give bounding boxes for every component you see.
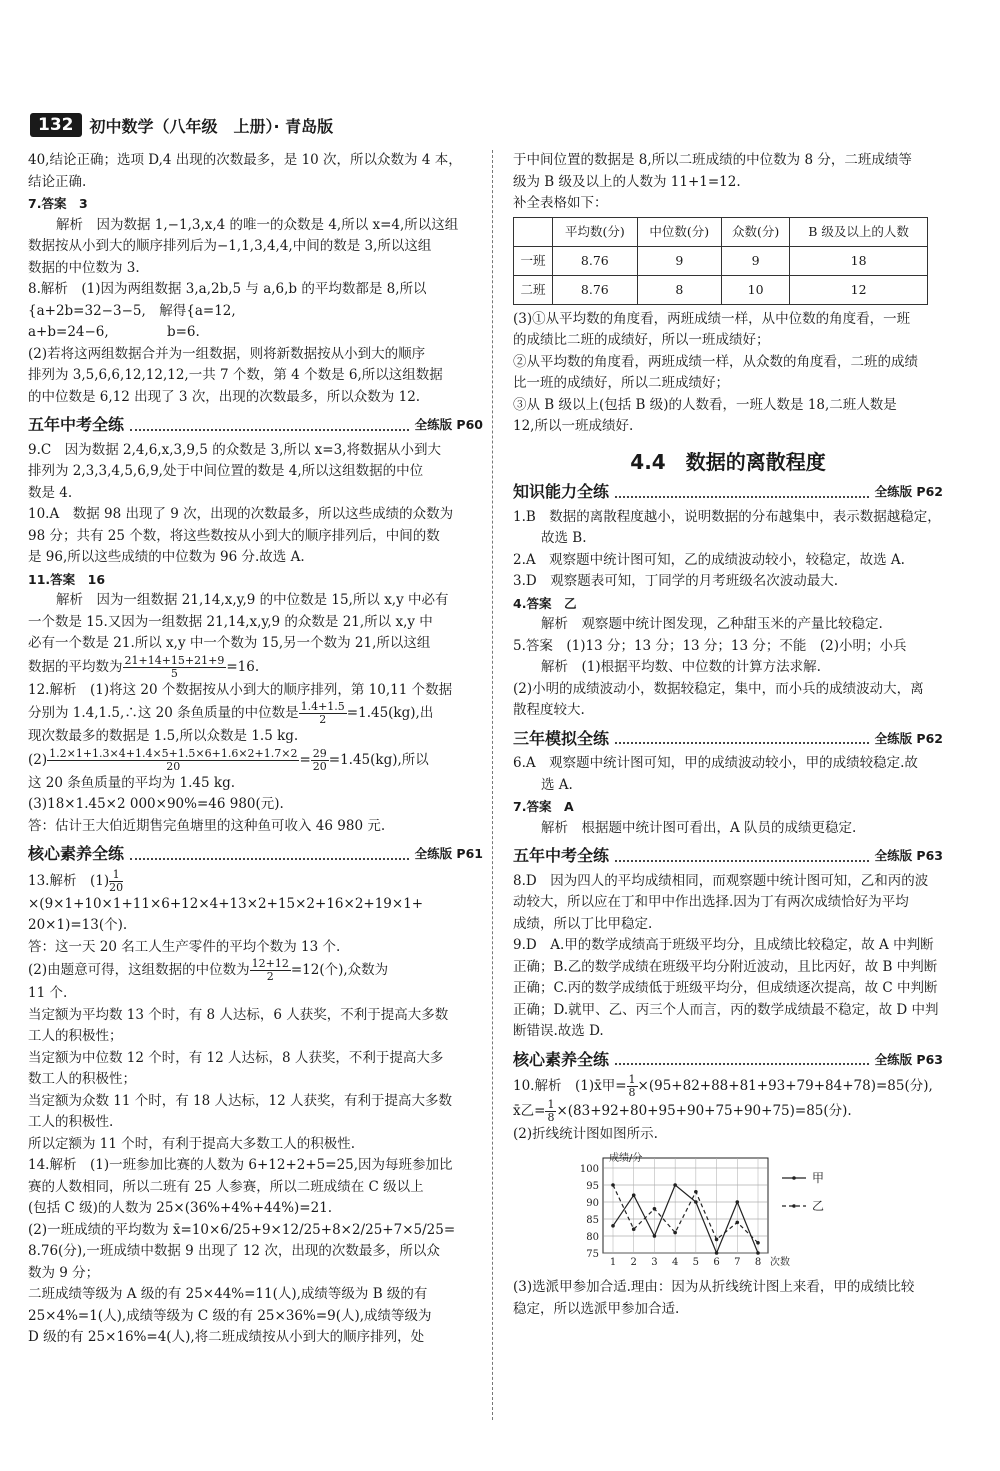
table-cell: 9 bbox=[722, 246, 790, 275]
text-line: 排列为 2,3,3,4,5,6,9,处于中间位置的数是 4,所以这组数据的中位 bbox=[28, 463, 424, 479]
data-point bbox=[632, 1227, 636, 1231]
text-line: 正确；B.乙的数学成绩在班级平均分附近波动，且比丙好，故 B 中判断 bbox=[513, 958, 938, 975]
text-line bbox=[28, 958, 483, 983]
x-tick-label: 5 bbox=[692, 1256, 700, 1268]
text-line: 的成绩比二班的成绩好，所以一班成绩好； bbox=[513, 332, 770, 348]
x-axis-label: 次数 bbox=[770, 1256, 790, 1268]
chapter-title: 4.4 数据的离散程度 bbox=[630, 449, 826, 474]
text-line: 9.C 因为数据 2,4,6,x,3,9,5 的众数是 3,所以 x=3,将数据从小到大 bbox=[28, 441, 441, 458]
text-line: 当定额为平均数 13 个时，有 8 人达标，6 人获奖，不利于提高大多数 bbox=[28, 1006, 449, 1023]
legend-marker bbox=[792, 1204, 796, 1208]
data-point bbox=[756, 1251, 760, 1255]
text-line: 选 A. bbox=[541, 776, 573, 793]
text-line: 稳定，所以选派甲参加合适. bbox=[513, 1300, 680, 1317]
fraction bbox=[627, 1074, 638, 1099]
text-line: 散程度较大. bbox=[513, 702, 585, 718]
text-line: 解析 根据题中统计图可看出，A 队员的成绩更稳定. bbox=[541, 819, 857, 836]
text-line: 解析 因为一组数据 21,14,x,y,9 的中位数是 15,所以 x,y 中必有 bbox=[56, 592, 449, 608]
table-header-cell bbox=[514, 217, 553, 246]
text-segment: =16. bbox=[226, 658, 260, 675]
text-line: 故选 B. bbox=[541, 530, 587, 546]
text-line: 这 20 条鱼质量的平均为 1.45 kg. bbox=[28, 774, 236, 791]
section-title: 三年模拟全练 bbox=[513, 728, 610, 748]
text-line: 断错误.故选 D. bbox=[513, 1023, 604, 1039]
text-segment: =12(个),众数为 bbox=[290, 962, 389, 978]
text-line: 9.D A.甲的数学成绩高于班级平均分，且成绩比较稳定，故 A 中判断 bbox=[513, 937, 934, 953]
table-row bbox=[514, 275, 928, 304]
equation-line: a+b=24−6, b=6. bbox=[28, 324, 200, 340]
text-line: 必有一个数是 21.所以 x,y 中一个数为 15,另一个数为 21,所以这组 bbox=[28, 635, 431, 651]
text-line: 数据的中位数为 3. bbox=[28, 259, 140, 276]
x-tick-label: 3 bbox=[651, 1256, 658, 1268]
text-line: 当定额为众数 11 个时，有 18 人达标，12 人获奖，有利于提高大多数 bbox=[28, 1092, 452, 1109]
fraction-numerator: 1 bbox=[109, 869, 123, 882]
fraction-numerator: 12+12 bbox=[251, 957, 289, 970]
x-tick-label: 7 bbox=[734, 1256, 741, 1268]
fraction bbox=[47, 748, 299, 773]
data-point bbox=[653, 1207, 657, 1211]
answer-label: 7.答案 A bbox=[513, 799, 574, 814]
text-segment: =1.45(kg),出 bbox=[346, 705, 434, 721]
data-point bbox=[632, 1193, 636, 1197]
text-line: 3.D 观察题表可知，丁同学的月考班级名次波动最大. bbox=[513, 573, 838, 589]
data-point bbox=[735, 1220, 739, 1224]
text-line: (2) $\frac{1.2\times 1+1.3\times 4+1.4\times 5+1.5\times 6+1.6\times 2+1.7\times 2}{20}$ = $\frac{29}{20}$ =1.45(kg),所以 bbox=[28, 746, 429, 773]
text-line: 动较大，所以应在丁和甲中作出选择.因为丁有两次成绩恰好为平均 bbox=[513, 894, 909, 910]
text-segment: ×(9×1+10×1+11×6+12×4+13×2+15×2+16×2+19×1+ bbox=[28, 895, 424, 912]
section-page-ref: 全练版 P63 bbox=[874, 848, 943, 863]
x-tick-label: 1 bbox=[609, 1256, 617, 1268]
table-cell: 10 bbox=[722, 275, 790, 304]
legend-label: 乙 bbox=[812, 1198, 825, 1213]
right-column bbox=[513, 150, 943, 1320]
fraction-denominator: 8 bbox=[547, 1111, 555, 1124]
section-title: 核心素养全练 bbox=[28, 844, 125, 863]
fraction-denominator: 20 bbox=[312, 759, 327, 773]
text-line: 2.A 观察题中统计图可知，乙的成绩波动较小，较稳定，故选 A. bbox=[513, 551, 905, 568]
fraction-numerator: 29 bbox=[312, 746, 327, 760]
table-cell: 二班 bbox=[514, 275, 553, 304]
dotted-leader bbox=[615, 486, 869, 498]
text-segment: (2)由题意可得，这组数据的中位数为 bbox=[28, 962, 250, 978]
text-line: 一个数是 15.又因为一组数据 21,14,x,y,9 的众数是 21,所以 x,y 中 bbox=[28, 613, 433, 630]
y-tick-label: 75 bbox=[586, 1248, 599, 1260]
text-line: (3)18×1.45×2 000×90%=46 980(元). bbox=[28, 796, 284, 812]
text-line bbox=[28, 869, 483, 916]
column-divider bbox=[492, 150, 493, 1420]
fraction-numerator: 1.4+1.5 bbox=[300, 700, 345, 713]
table-cell: 18 bbox=[790, 246, 928, 275]
line-chart bbox=[573, 1148, 943, 1276]
answer-label: 7.答案 3 bbox=[28, 196, 88, 211]
page-header bbox=[30, 110, 333, 140]
y-axis-label: 成绩/分 bbox=[609, 1152, 643, 1164]
x-tick-label: 4 bbox=[671, 1256, 679, 1268]
section-heading bbox=[28, 414, 483, 436]
text-line: 25×4%=1(人),成绩等级为 C 级的有 25×36%=9(人),成绩等级为 bbox=[28, 1307, 432, 1324]
section-title: 五年中考全练 bbox=[513, 846, 610, 865]
text-line: 1.B 数据的离散程度越小，说明数据的分布越集中，表示数据越稳定， bbox=[513, 508, 941, 525]
text-line bbox=[28, 655, 483, 680]
table-cell: 9 bbox=[637, 246, 721, 275]
section-heading bbox=[513, 728, 943, 750]
fraction-denominator: 5 bbox=[170, 666, 178, 680]
data-point bbox=[694, 1190, 698, 1194]
text-line: 于中间位置的数据是 8,所以二班成绩的中位数为 8 分，二班成绩等 bbox=[513, 152, 912, 168]
text-line: 比一班的成绩好，所以二班成绩好； bbox=[513, 375, 729, 391]
section-heading bbox=[28, 843, 483, 865]
answer-label: 11.答案 16 bbox=[28, 571, 106, 587]
section-page-ref: 全练版 P62 bbox=[874, 484, 943, 499]
fraction-denominator: 2 bbox=[319, 713, 327, 726]
fraction bbox=[299, 701, 347, 726]
text-line: 12,所以一班成绩好. bbox=[513, 418, 634, 434]
text-line: 正确；D.就甲、乙、丙三个人而言，丙的数学成绩最不稳定，故 D 中判 bbox=[513, 1001, 939, 1018]
text-line: 数为 9 分； bbox=[28, 1264, 100, 1281]
section-heading bbox=[513, 1049, 943, 1071]
text-line: 解析 (1)根据平均数、中位数的计算方法求解. bbox=[541, 659, 821, 675]
data-point bbox=[735, 1200, 739, 1204]
data-point bbox=[673, 1183, 677, 1187]
answer-label: 4.答案 乙 bbox=[513, 595, 577, 611]
data-point bbox=[673, 1230, 677, 1234]
text-line: 排列为 3,5,6,6,12,12,12,一共 7 个数，第 4 个数是 6,所以这组数据 bbox=[28, 367, 443, 383]
table-cell: 8 bbox=[637, 275, 721, 304]
page-number: 132 bbox=[30, 113, 82, 137]
fraction bbox=[123, 655, 227, 680]
section-title: 知识能力全练 bbox=[513, 482, 610, 501]
text-line: 所以定额为 11 个时，有利于提高大多数工人的积极性. bbox=[28, 1135, 356, 1152]
book-title: 初中数学（八年级 上册）· 青岛版 bbox=[89, 116, 334, 136]
section-page-ref: 全练版 P60 bbox=[414, 417, 483, 432]
table-cell: 8.76 bbox=[553, 246, 637, 275]
text-line: 结论正确. bbox=[28, 173, 87, 190]
table-cell: 8.76 bbox=[553, 275, 637, 304]
y-tick-label: 80 bbox=[586, 1231, 599, 1243]
section-title: 五年中考全练 bbox=[28, 415, 125, 434]
text-line: ③从 B 级以上(包括 B 级)的人数看，一班人数是 18,二班人数是 bbox=[513, 396, 897, 413]
text-segment: ×(83+92+80+95+90+75+90+75)=85(分). bbox=[556, 1103, 852, 1119]
section-heading bbox=[513, 845, 943, 867]
text-line: 答：估计王大伯近期售完鱼塘里的这种鱼可收入 46 980 元. bbox=[28, 817, 386, 834]
text-line: 40,结论正确；选项 D,4 出现的次数最多，是 10 次，所以众数为 4 本， bbox=[28, 152, 462, 168]
text-line: 当定额为中位数 12 个时，有 12 人达标，8 人获奖，不利于提高大多 bbox=[28, 1049, 444, 1066]
table-cell: 一班 bbox=[514, 246, 553, 275]
text-line: 解析 观察题中统计图发现，乙种甜玉米的产量比较稳定. bbox=[541, 616, 883, 632]
text-line: 是 96,所以这些成绩的中位数为 96 分.故选 A. bbox=[28, 549, 305, 565]
fraction-denominator: 20 bbox=[166, 759, 181, 773]
data-point bbox=[756, 1241, 760, 1245]
score-table bbox=[513, 217, 928, 305]
y-tick-label: 90 bbox=[586, 1197, 599, 1209]
text-line: 数据按从小到大的顺序排列后为−1,1,3,4,4,中间的数是 3,所以这组 bbox=[28, 238, 432, 254]
legend-label: 甲 bbox=[812, 1170, 825, 1185]
text-line: (3)①从平均数的角度看，两班成绩一样，从中位数的角度看，一班 bbox=[513, 310, 911, 327]
text-line: 答：这一天 20 名工人生产零件的平均个数为 13 个. bbox=[28, 938, 341, 955]
text-segment: x̄乙= bbox=[513, 1103, 546, 1119]
dotted-leader bbox=[130, 848, 409, 860]
y-tick-label: 100 bbox=[579, 1163, 599, 1175]
text-segment: 数据的平均数为 bbox=[28, 658, 123, 675]
data-point bbox=[611, 1224, 615, 1228]
section-page-ref: 全练版 P63 bbox=[874, 1051, 943, 1067]
fraction-numerator: 1 bbox=[628, 1073, 636, 1086]
data-point bbox=[611, 1183, 615, 1187]
text-line: 工人的积极性. bbox=[28, 1114, 114, 1130]
legend-marker bbox=[792, 1176, 796, 1180]
text-line: 解析 因为数据 1,−1,3,x,4 的唯一的众数是 4,所以 x=4,所以这组 bbox=[56, 216, 459, 233]
chart-frame bbox=[603, 1158, 768, 1253]
table-header-cell: 众数(分) bbox=[722, 217, 790, 246]
text-line: 10.A 数据 98 出现了 9 次，出现的次数最多，所以这些成绩的众数为 bbox=[28, 506, 454, 522]
text-line: (2)折线统计图如图所示. bbox=[513, 1126, 658, 1142]
table-cell: 12 bbox=[790, 275, 928, 304]
dotted-leader bbox=[615, 1053, 869, 1065]
fraction-denominator: 8 bbox=[628, 1086, 636, 1099]
fraction bbox=[109, 869, 123, 894]
dotted-leader bbox=[615, 850, 869, 862]
text-line: 的中位数是 6,12 出现了 3 次，出现的次数最多，所以众数为 12. bbox=[28, 388, 421, 405]
left-column bbox=[28, 150, 483, 1349]
fraction bbox=[250, 958, 291, 983]
table-header-cell: 平均数(分) bbox=[553, 217, 637, 246]
fraction-numerator: 1.2×1+1.3×4+1.4×5+1.5×6+1.6×2+1.7×2 bbox=[49, 746, 298, 760]
text-line bbox=[513, 1099, 943, 1124]
text-line: 二班成绩等级为 A 级的有 25×44%=11(人),成绩等级为 B 级的有 bbox=[28, 1286, 428, 1302]
text-line: 8.D 因为四人的平均成绩相同，而观察题中统计图可知，乙和丙的波 bbox=[513, 872, 929, 889]
text-line: ②从平均数的角度看，两班成绩一样，从众数的角度看，二班的成绩 bbox=[513, 353, 918, 370]
table-header-cell: B 级及以上的人数 bbox=[790, 217, 928, 246]
table-header-row bbox=[514, 217, 928, 246]
text-segment: =1.45(kg),所以 bbox=[328, 751, 429, 768]
text-line: 补全表格如下： bbox=[513, 195, 608, 211]
text-line: (3)选派甲参加合适.理由：因为从折线统计图上来看，甲的成绩比较 bbox=[513, 1279, 915, 1295]
x-tick-label: 6 bbox=[713, 1256, 720, 1268]
fraction-numerator: 21+14+15+21+9 bbox=[124, 653, 225, 667]
text-line: 数是 4. bbox=[28, 484, 73, 501]
text-line: 20×1)=13(个). bbox=[28, 917, 128, 933]
text-segment: 分别为 1.4,1.5,∴这 20 条鱼质量的中位数是 bbox=[28, 705, 299, 721]
text-line: 成绩，所以丁比甲稳定. bbox=[513, 915, 653, 932]
text-segment: ×(95+82+88+81+93+79+84+78)=85(分), bbox=[637, 1078, 933, 1094]
data-point bbox=[694, 1200, 698, 1204]
text-line bbox=[28, 701, 483, 726]
text-line: 数工人的积极性； bbox=[28, 1071, 136, 1087]
text-line: 赛的人数相同，所以二班有 25 人参赛，所以二班成绩在 C 级以上 bbox=[28, 1178, 424, 1195]
text-line: 5.答案 (1)13 分；13 分；13 分；13 分；不能 (2)小明；小兵 bbox=[513, 637, 907, 654]
text-line bbox=[513, 1074, 943, 1099]
text-line: 8.解析 (1)因为两组数据 3,a,2b,5 与 a,6,b 的平均数都是 8,所以 bbox=[28, 281, 427, 297]
text-line: D 级的有 25×16%=4(人),将二班成绩按从小到大的顺序排列，处 bbox=[28, 1329, 425, 1345]
dotted-leader bbox=[130, 419, 409, 431]
text-line: 11 个. bbox=[28, 985, 68, 1001]
table-header-cell: 中位数(分) bbox=[637, 217, 721, 246]
y-tick-label: 95 bbox=[586, 1180, 599, 1192]
section-page-ref: 全练版 P61 bbox=[414, 846, 483, 861]
fraction bbox=[311, 748, 329, 773]
text-line: 工人的积极性； bbox=[28, 1028, 123, 1044]
text-line: 8.76(分),一班成绩中数据 9 出现了 12 次，出现的次数最多，所以众 bbox=[28, 1243, 440, 1259]
text-line: 现次数最多的数据是 1.5,所以众数是 1.5 kg. bbox=[28, 728, 299, 744]
dotted-leader bbox=[615, 732, 869, 744]
section-page-ref: 全练版 P62 bbox=[874, 730, 943, 746]
fraction-numerator: 1 bbox=[547, 1098, 555, 1111]
text-segment: 13.解析 (1) bbox=[28, 872, 110, 889]
text-line: 级为 B 级及以上的人数为 11+1=12. bbox=[513, 173, 741, 190]
line-chart-svg bbox=[573, 1148, 873, 1268]
data-point bbox=[715, 1251, 719, 1255]
text-line: 12.解析 (1)将这 20 个数据按从小到大的顺序排列，第 10,11 个数据 bbox=[28, 681, 453, 698]
text-line: (2)一班成绩的平均数为 x̄=10×6/25+9×12/25+8×2/25+7×5/25= bbox=[28, 1221, 456, 1238]
y-tick-label: 85 bbox=[586, 1214, 599, 1226]
text-line: 14.解析 (1)一班参加比赛的人数为 6+12+2+5=25,因为每班参加比 bbox=[28, 1157, 453, 1173]
section-heading bbox=[513, 481, 943, 503]
text-line: (包括 C 级)的人数为 25×(36%+4%+44%)=21. bbox=[28, 1200, 333, 1216]
text-line: 98 分；共有 25 个数，将这些数按从小到大的顺序排列后，中间的数 bbox=[28, 527, 440, 544]
equation-line: {a+2b=32−3−5, 解得{a=12, bbox=[28, 302, 236, 319]
data-point bbox=[715, 1237, 719, 1241]
text-line: 正确；C.丙的数学成绩低于班级平均分，但成绩逐次提高，故 C 中判断 bbox=[513, 980, 938, 996]
fraction-denominator: 20 bbox=[109, 880, 124, 894]
table-row bbox=[514, 246, 928, 275]
section-title: 核心素养全练 bbox=[513, 1049, 610, 1069]
fraction bbox=[545, 1099, 556, 1124]
text-segment: 10.解析 (1)x̄甲= bbox=[513, 1078, 627, 1094]
text-line: (2)小明的成绩波动小，数据较稳定，集中，而小兵的成绩波动大，离 bbox=[513, 680, 924, 697]
text-segment: (2) bbox=[28, 751, 48, 768]
x-tick-label: 2 bbox=[630, 1256, 637, 1268]
text-line: (2)若将这两组数据合并为一组数据，则将新数据按从小到大的顺序 bbox=[28, 345, 426, 362]
fraction-denominator: 2 bbox=[266, 970, 274, 983]
data-point bbox=[653, 1234, 657, 1238]
x-tick-label: 8 bbox=[754, 1256, 762, 1268]
text-line: 6.A 观察题中统计图可知，甲的成绩波动较小，甲的成绩较稳定.故 bbox=[513, 755, 918, 771]
